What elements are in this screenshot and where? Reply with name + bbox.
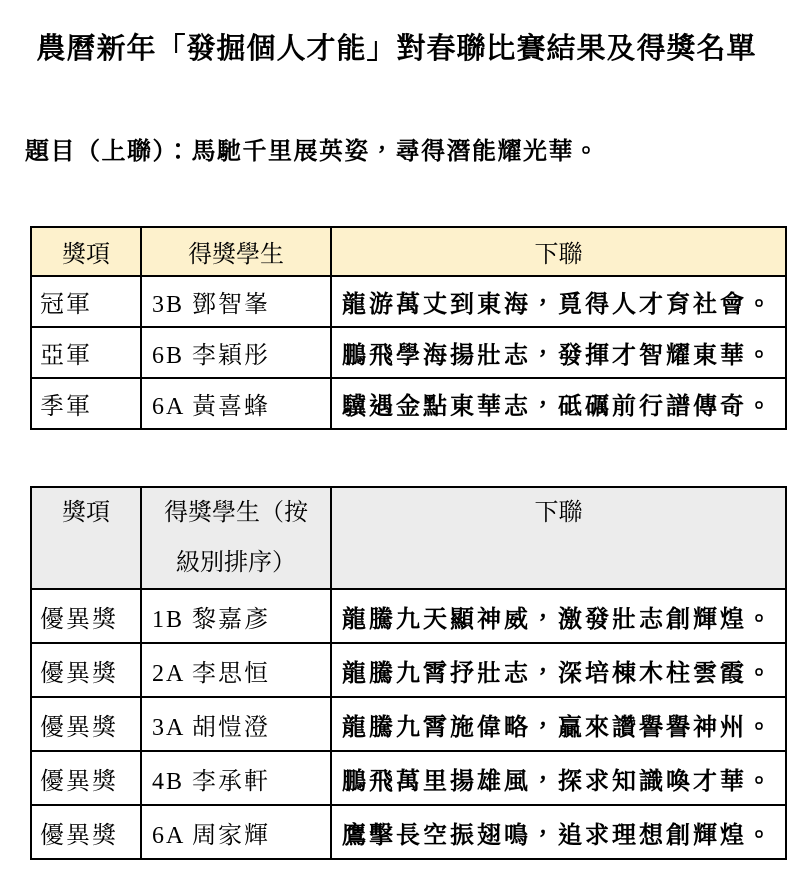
student-cell: 1B 黎嘉彥 bbox=[141, 589, 331, 643]
award-cell: 優異獎 bbox=[31, 643, 141, 697]
results-table-merit bbox=[30, 486, 787, 860]
table-row bbox=[31, 697, 786, 751]
couplet-cell: 驥遇金點東華志，砥礪前行譜傳奇。 bbox=[331, 378, 786, 429]
student-header: 得獎學生 bbox=[141, 227, 331, 276]
award-cell: 冠軍 bbox=[31, 276, 141, 327]
couplet-header: 下聯 bbox=[331, 487, 786, 589]
couplet-cell: 龍游萬丈到東海，覓得人才育社會。 bbox=[331, 276, 786, 327]
award-cell: 亞軍 bbox=[31, 327, 141, 378]
table-row bbox=[31, 276, 786, 327]
student-cell: 3A 胡愷澄 bbox=[141, 697, 331, 751]
award-cell: 優異獎 bbox=[31, 805, 141, 859]
student-cell: 3B 鄧智峯 bbox=[141, 276, 331, 327]
student-cell: 2A 李思恒 bbox=[141, 643, 331, 697]
award-cell: 優異獎 bbox=[31, 751, 141, 805]
award-cell: 優異獎 bbox=[31, 589, 141, 643]
page-title: 農曆新年「發掘個人才能」對春聯比賽結果及得獎名單 bbox=[36, 33, 757, 65]
table-row bbox=[31, 805, 786, 859]
couplet-cell: 龍騰九霄施偉略，贏來讚譽譽神州。 bbox=[331, 697, 786, 751]
table-row bbox=[31, 327, 786, 378]
results-table-top3 bbox=[30, 226, 787, 430]
couplet-cell: 鵬飛學海揚壯志，發揮才智耀東華。 bbox=[331, 327, 786, 378]
student-cell: 6A 周家輝 bbox=[141, 805, 331, 859]
couplet-cell: 龍騰九霄抒壯志，深培棟木柱雲霞。 bbox=[331, 643, 786, 697]
couplet-cell: 龍騰九天顯神威，激發壯志創輝煌。 bbox=[331, 589, 786, 643]
couplet-header: 下聯 bbox=[331, 227, 786, 276]
table-row bbox=[31, 751, 786, 805]
award-cell: 優異獎 bbox=[31, 697, 141, 751]
table-row bbox=[31, 643, 786, 697]
student-cell: 4B 李承軒 bbox=[141, 751, 331, 805]
award-header: 獎項 bbox=[31, 227, 141, 276]
award-cell: 季軍 bbox=[31, 378, 141, 429]
award-header: 獎項 bbox=[31, 487, 141, 589]
table-header-row bbox=[31, 487, 786, 589]
student-header: 得獎學生（按級別排序） bbox=[141, 487, 331, 589]
table-row bbox=[31, 378, 786, 429]
couplet-cell: 鷹擊長空振翅鳴，追求理想創輝煌。 bbox=[331, 805, 786, 859]
table-header-row bbox=[31, 227, 786, 276]
student-cell: 6A 黃喜蜂 bbox=[141, 378, 331, 429]
table-row bbox=[31, 589, 786, 643]
student-cell: 6B 李穎彤 bbox=[141, 327, 331, 378]
competition-topic-line: 題目（上聯）：馬馳千里展英姿，尋得潛能耀光華。 bbox=[25, 139, 600, 165]
couplet-cell: 鵬飛萬里揚雄風，探求知識喚才華。 bbox=[331, 751, 786, 805]
